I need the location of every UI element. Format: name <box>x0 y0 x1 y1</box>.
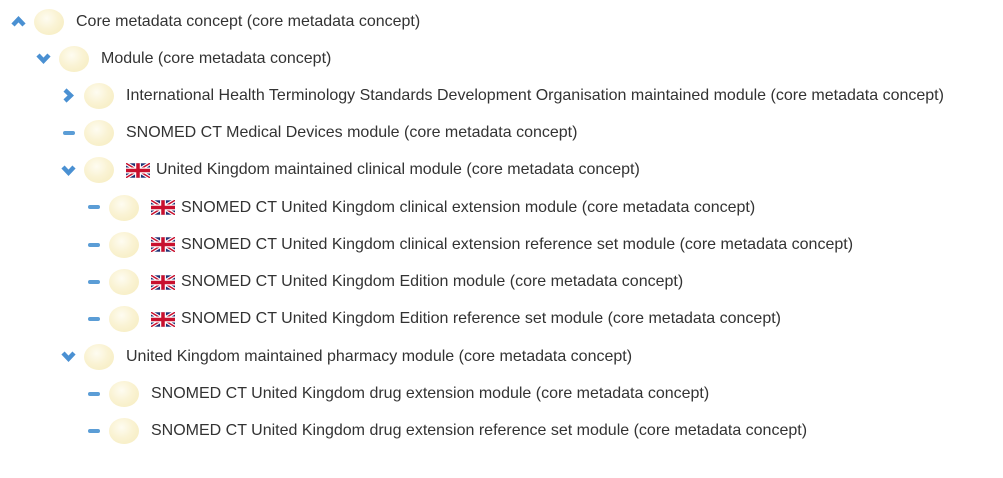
leaf-minus-icon[interactable] <box>85 266 102 298</box>
chevron-down-icon[interactable] <box>60 154 77 186</box>
tree-node-label[interactable]: SNOMED CT United Kingdom Edition reference set module (core metadata concept) <box>181 310 781 328</box>
tree-node-label[interactable]: SNOMED CT United Kingdom Edition module (core metadata concept) <box>181 273 684 291</box>
uk-flag-icon <box>151 312 175 327</box>
uk-flag-icon <box>126 163 150 178</box>
leaf-minus-icon[interactable] <box>85 415 102 447</box>
tree-node <box>0 338 973 375</box>
tree-node <box>0 152 973 189</box>
primitive-concept-icon <box>109 269 139 295</box>
tree-node <box>0 77 973 114</box>
primitive-concept-icon <box>34 9 64 35</box>
tree-node-label[interactable]: SNOMED CT United Kingdom clinical extension reference set module (core metadata concept) <box>181 236 854 254</box>
tree-node <box>0 226 973 263</box>
tree-node <box>0 375 973 412</box>
chevron-up-icon[interactable] <box>10 6 27 38</box>
leaf-minus-icon[interactable] <box>85 192 102 224</box>
primitive-concept-icon <box>59 46 89 72</box>
leaf-minus-icon[interactable] <box>85 229 102 261</box>
tree-node-label[interactable]: International Health Terminology Standards Development Organisation maintained module (core metadata concept) <box>126 87 944 105</box>
chevron-down-icon[interactable] <box>35 43 52 75</box>
primitive-concept-icon <box>109 306 139 332</box>
primitive-concept-icon <box>84 157 114 183</box>
uk-flag-icon <box>151 200 175 215</box>
primitive-concept-icon <box>84 344 114 370</box>
primitive-concept-icon <box>109 232 139 258</box>
tree-node <box>0 189 973 226</box>
chevron-down-icon[interactable] <box>60 341 77 373</box>
tree-node <box>0 3 973 40</box>
leaf-minus-icon[interactable] <box>60 117 77 149</box>
tree-node-label[interactable]: United Kingdom maintained clinical module (core metadata concept) <box>156 161 640 179</box>
tree-node <box>0 413 973 450</box>
tree-node-label[interactable]: Module (core metadata concept) <box>101 49 332 67</box>
primitive-concept-icon <box>84 83 114 109</box>
tree-node-label[interactable]: Core metadata concept (core metadata concept) <box>76 12 421 30</box>
primitive-concept-icon <box>109 195 139 221</box>
tree-node-label[interactable]: SNOMED CT United Kingdom drug extension reference set module (core metadata concept) <box>151 422 808 440</box>
tree-node-label[interactable]: United Kingdom maintained pharmacy module (core metadata concept) <box>126 347 633 365</box>
tree-node-label[interactable]: SNOMED CT United Kingdom clinical extension module (core metadata concept) <box>181 198 756 216</box>
tree-node <box>0 301 973 338</box>
uk-flag-icon <box>151 275 175 290</box>
primitive-concept-icon <box>109 381 139 407</box>
tree-node <box>0 264 973 301</box>
leaf-minus-icon[interactable] <box>85 303 102 335</box>
uk-flag-icon <box>151 237 175 252</box>
tree-node <box>0 115 973 152</box>
tree-node-label[interactable]: SNOMED CT United Kingdom drug extension module (core metadata concept) <box>151 385 710 403</box>
leaf-minus-icon[interactable] <box>85 378 102 410</box>
tree-node <box>0 40 973 77</box>
tree-node-label[interactable]: SNOMED CT Medical Devices module (core metadata concept) <box>126 124 578 142</box>
chevron-right-icon[interactable] <box>60 80 77 112</box>
primitive-concept-icon <box>84 120 114 146</box>
primitive-concept-icon <box>109 418 139 444</box>
